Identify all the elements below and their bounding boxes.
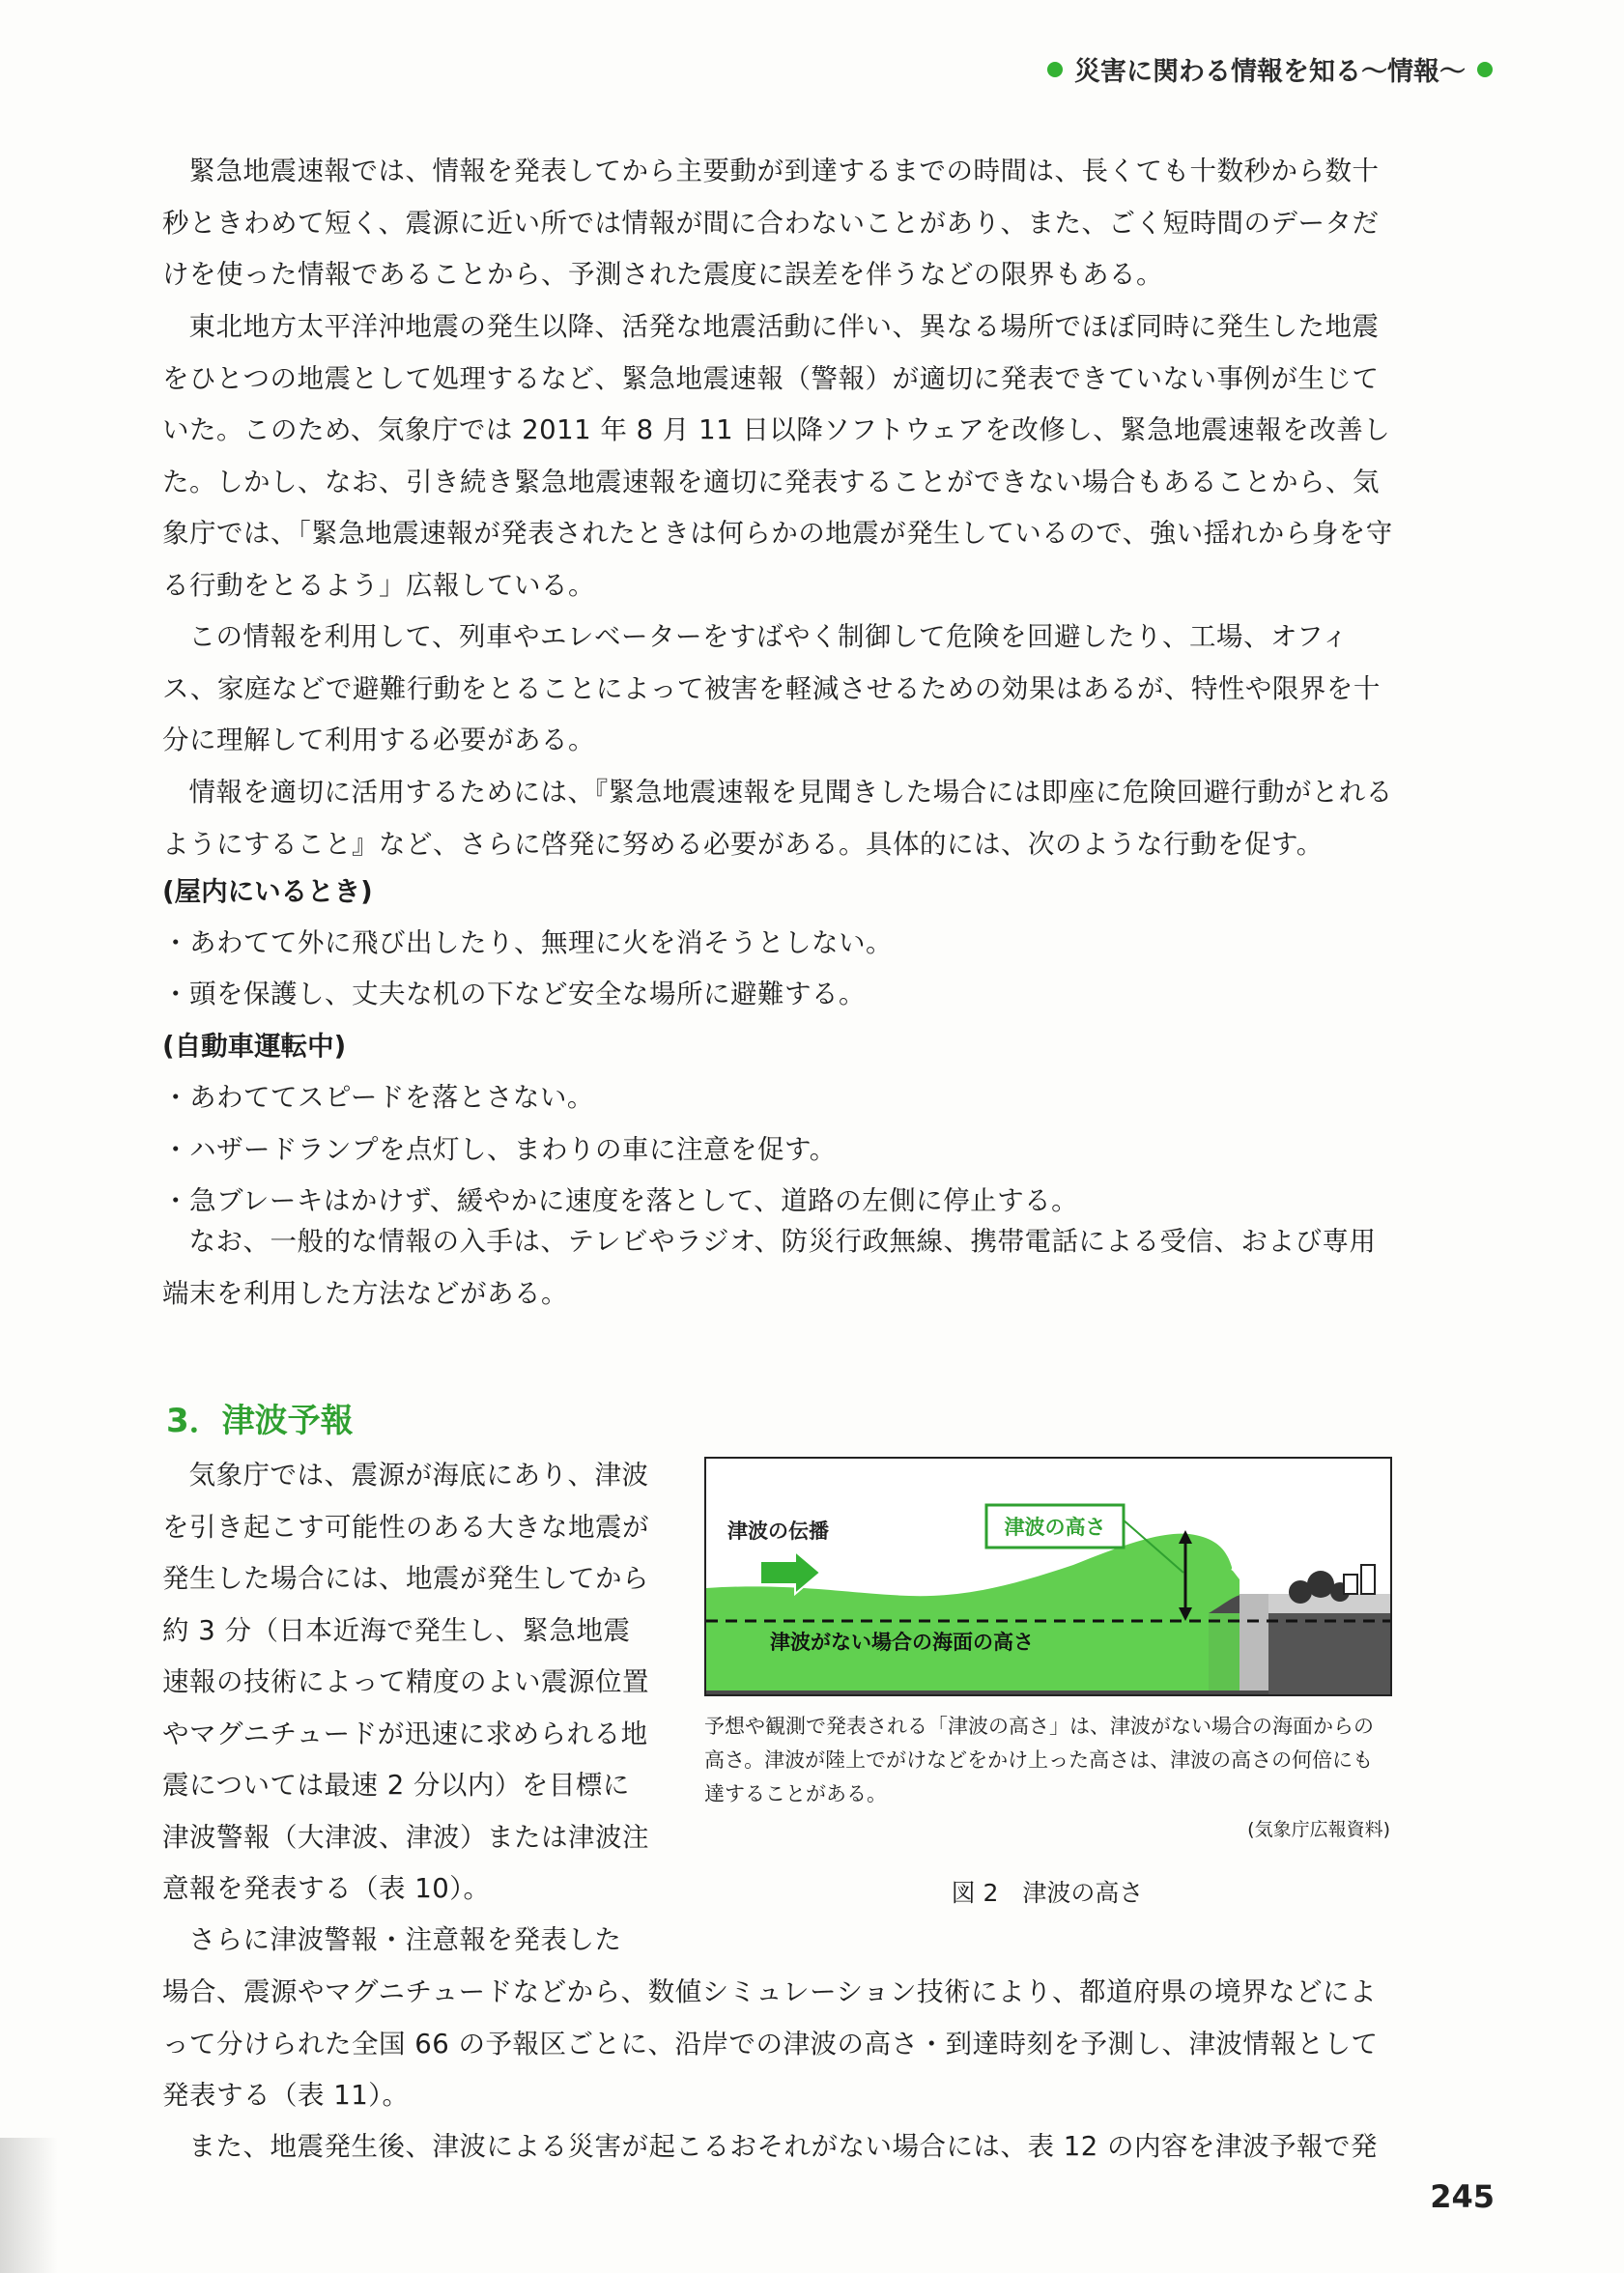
- paragraph-usage: この情報を利用して、列車やエレベーターをすばやく制御して危険を回避したり、工場、オフィス、家庭などで避難行動をとることによって被害を軽減させるための効果はあるが、特性や限界を十分に理解して利用する必要がある。: [162, 621, 1381, 755]
- tsunami-height-figure: [704, 1457, 1390, 1909]
- page-number: 245: [1430, 2178, 1495, 2215]
- scan-edge-shadow: [0, 2138, 58, 2273]
- figure-title: 図 2 津波の高さ: [951, 1879, 1144, 1907]
- paragraph-sources: なお、一般的な情報の入手は、テレビやラジオ、防災行政無線、携帯電話による受信、および専用端末を利用した方法などがある。: [162, 1226, 1377, 1309]
- label-propagation: 津波の伝播: [727, 1520, 829, 1543]
- driving-heading: (自動車運転中): [162, 1031, 347, 1062]
- indoor-item: ・頭を保護し、丈夫な机の下など安全な場所に避難する。: [162, 979, 866, 1009]
- paragraph-tsunami-warning: 気象庁では、震源が海底にあり、津波を引き起こす可能性のある大きな地震が発生した場合には、地震が発生してから約 3 分（日本近海で発生し、緊急地震速報の技術によって精度のよい震源位置やマグニチュードが迅速に求められる地震については最速 2 分以内）を目標に津波警報（大津波、津波）または津波注意報を発表する（表 10）。: [162, 1460, 649, 1904]
- paragraph-awareness: 情報を適切に活用するためには、『緊急地震速報を見聞きした場合には即座に危険回避行動がとれるようにすること』など、さらに啓発に努める必要がある。具体的には、次のような行動を促す。: [162, 777, 1393, 860]
- header-dot-right: [1477, 62, 1493, 77]
- figure-caption: 予想や観測で発表される「津波の高さ」は、津波がない場合の海面からの高さ。津波が陸上でがけなどをかけ上った高さは、津波の高さの何倍にも達することがある。: [704, 1715, 1374, 1805]
- running-header: [1036, 50, 1504, 88]
- driving-item: ・急ブレーキはかけず、緩やかに速度を落として、道路の左側に停止する。: [162, 1185, 1079, 1216]
- tsunami-diagram: [706, 1459, 1390, 1694]
- indoor-heading: (屋内にいるとき): [162, 876, 373, 907]
- driving-item: ・ハザードランプを点灯し、まわりの車に注意を促す。: [162, 1134, 837, 1165]
- paragraph-tsunami-info: 場合、震源やマグニチュードなどから、数値シミュレーション技術により、都道府県の境界などによって分けられた全国 66 の予報区ごとに、沿岸での津波の高さ・到達時刻を予測し、津波情報として発表する（表 11）。: [162, 1976, 1379, 2111]
- paragraph-tsunami-info-start: さらに津波警報・注意報を発表した: [188, 1924, 622, 1955]
- label-tsunami-height: 津波の高さ: [1004, 1516, 1106, 1539]
- paragraph-improvement: 東北地方太平洋沖地震の発生以降、活発な地震活動に伴い、異なる場所でほぼ同時に発生した地震をひとつの地震として処理するなど、緊急地震速報（警報）が適切に発表できていない事例が生じていた。このため、気象庁では 2011 年 8 月 11 日以降ソフトウェアを改修し、緊急地震速報を改善した。しかし、なお、引き続き緊急地震速報を適切に発表することができない場合もあることから、気象庁では、「緊急地震速報が発表されたときは何らかの地震が発生しているので、強い揺れから身を守る行動をとるよう」広報している。: [162, 311, 1393, 601]
- paragraph-forecast: また、地震発生後、津波による災害が起こるおそれがない場合には、表 12 の内容を津波予報で発: [188, 2131, 1378, 2162]
- header-title: 災害に関わる情報を知る～情報～: [1074, 57, 1466, 87]
- figure-source: (気象庁広報資料): [1247, 1819, 1390, 1840]
- header-dot-left: [1047, 62, 1063, 77]
- figure-illustration: [704, 1457, 1392, 1696]
- label-sea-level: 津波がない場合の海面の高さ: [770, 1631, 1034, 1654]
- driving-item: ・あわててスピードを落とさない。: [162, 1082, 594, 1113]
- section-title: 3．津波予報: [166, 1402, 354, 1440]
- indoor-item: ・あわてて外に飛び出したり、無理に火を消そうとしない。: [162, 927, 893, 958]
- paragraph-limitations: 緊急地震速報では、情報を発表してから主要動が到達するまでの時間は、長くても十数秒から数十秒ときわめて短く、震源に近い所では情報が間に合わないことがあり、また、ごく短時間のデータだけを使った情報であることから、予測された震度に誤差を伴うなどの限界もある。: [162, 156, 1380, 290]
